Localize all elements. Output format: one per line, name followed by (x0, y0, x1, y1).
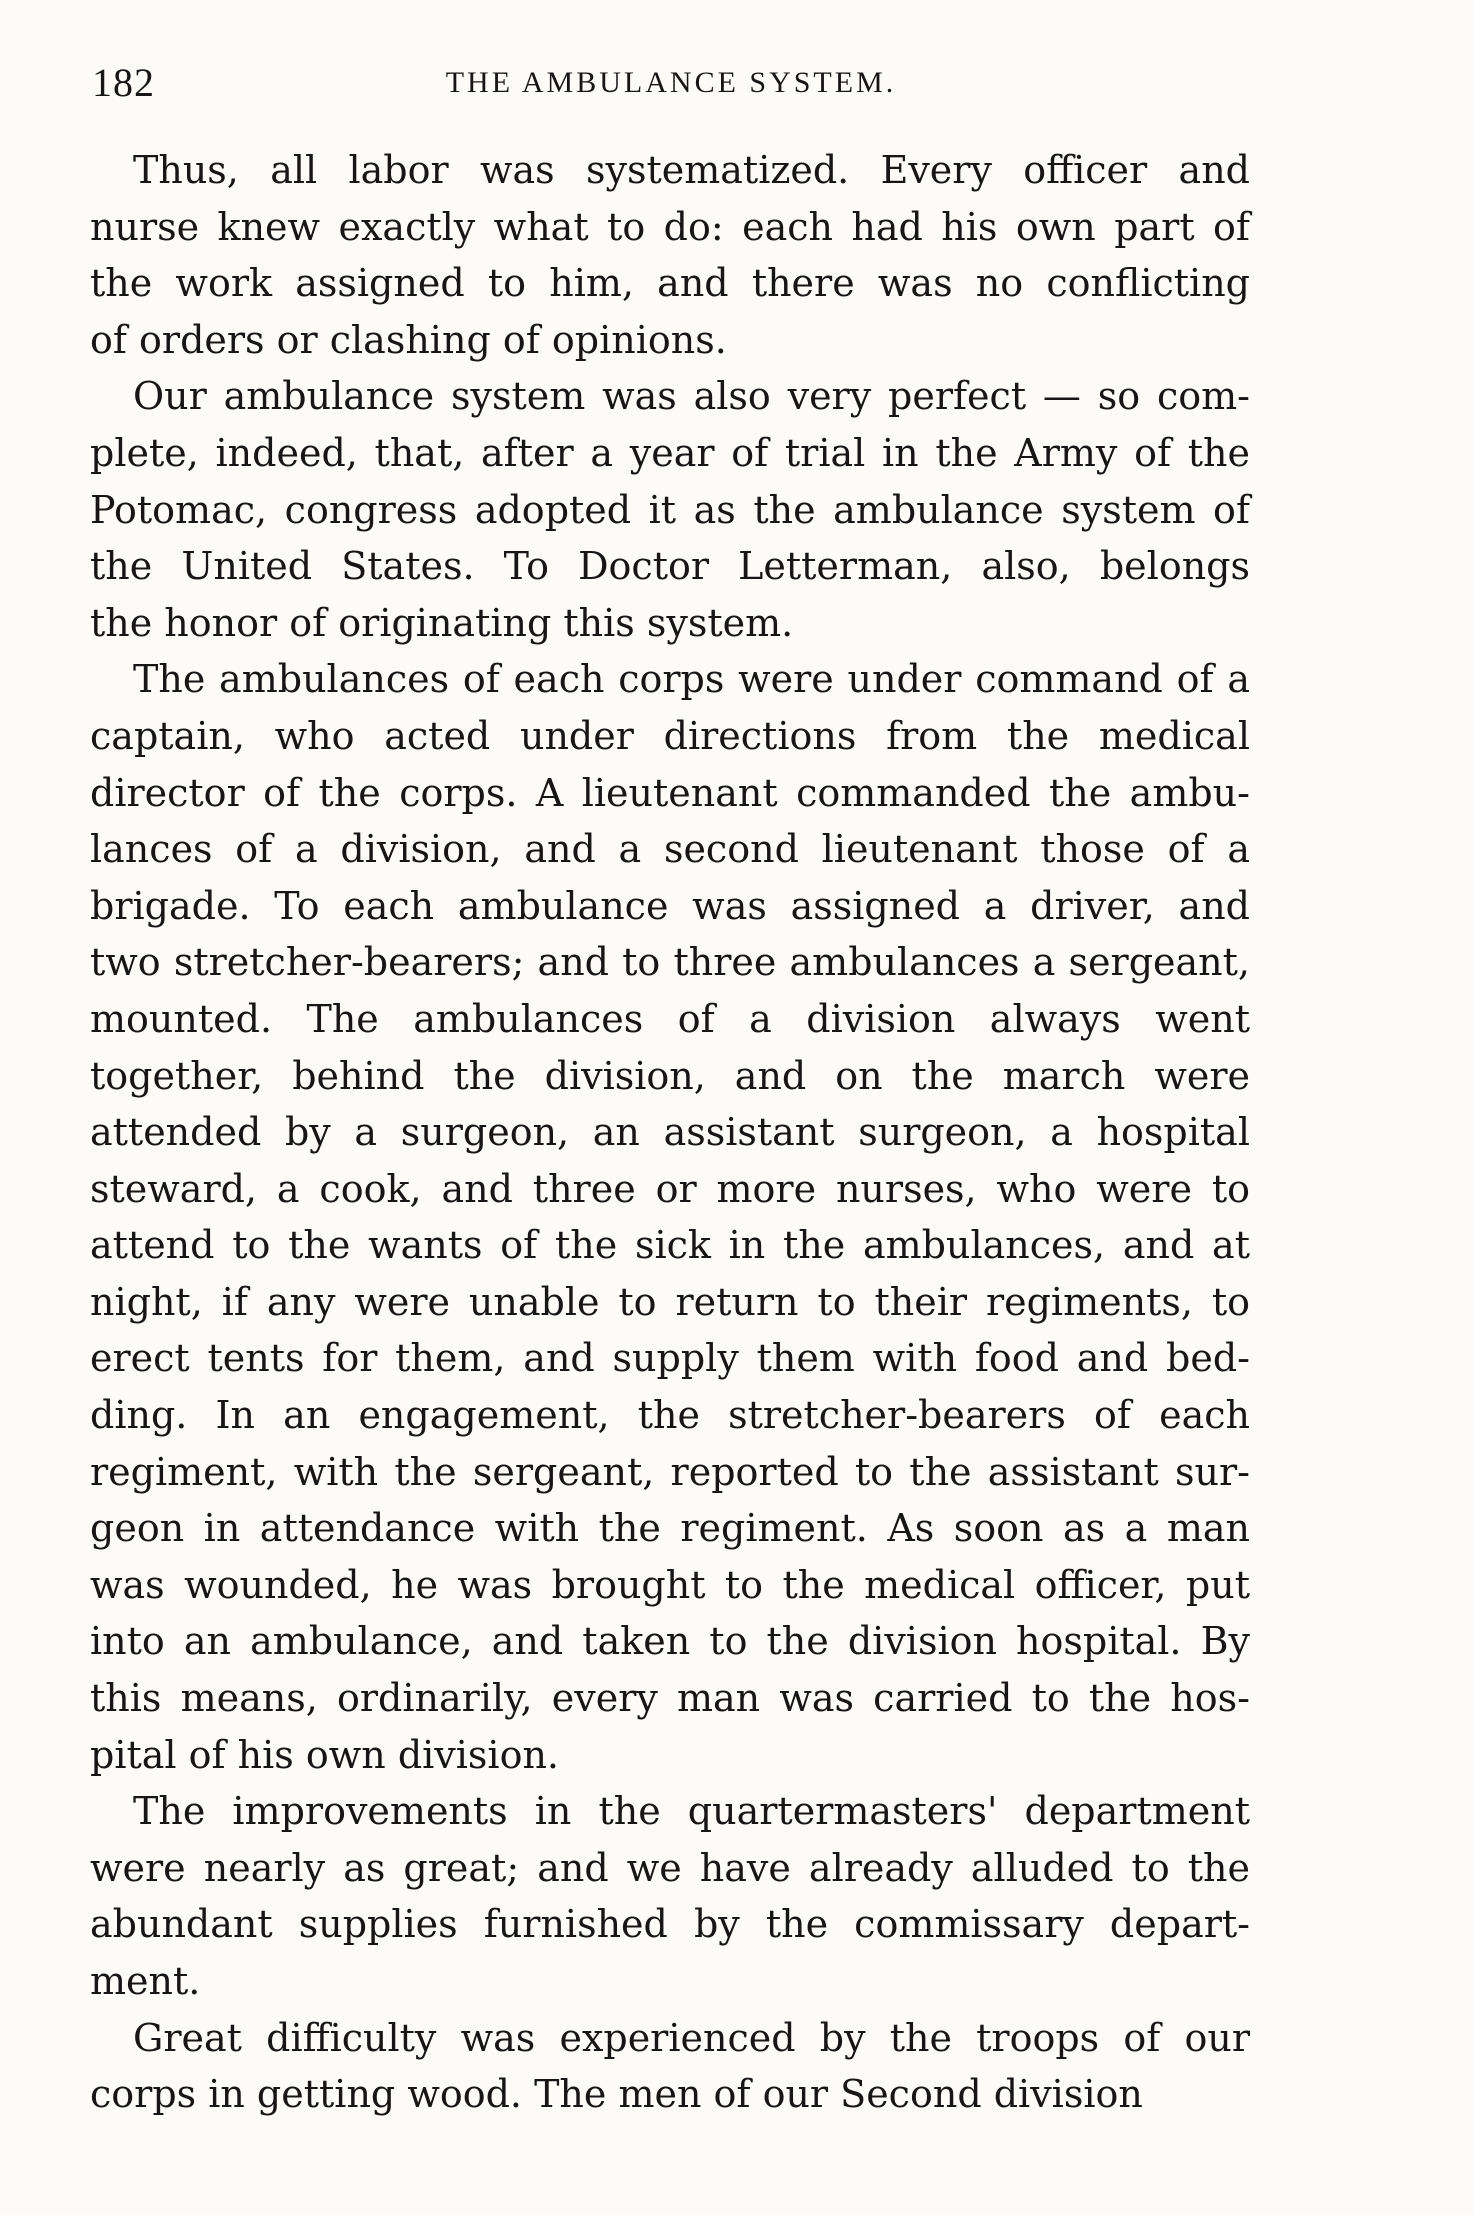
text-line: ding. In an engagement, the stretcher-bearers of each (90, 1393, 1250, 1438)
text-line: attend to the wants of the sick in the ambulances, and at (90, 1223, 1250, 1268)
text-line: captain, who acted under directions from the medical (90, 713, 1250, 758)
text-line: pital of his own division. (90, 1732, 560, 1777)
text-line: director of the corps. A lieutenant commanded the ambu- (90, 770, 1250, 815)
text-line: Our ambulance system was also very perfect — so com- (133, 374, 1250, 419)
paragraph (90, 2010, 1250, 2123)
text-line: was wounded, he was brought to the medical officer, put (90, 1562, 1250, 1607)
text-line: Potomac, congress adopted it as the ambulance system of (90, 487, 1250, 532)
paragraph (90, 368, 1250, 651)
paragraph (90, 1783, 1250, 2009)
text-line: Great difficulty was experienced by the troops of our (133, 2015, 1250, 2060)
text-line: together, behind the division, and on the march were (90, 1053, 1250, 1098)
running-title: THE AMBULANCE SYSTEM. (445, 66, 897, 99)
text-line: erect tents for them, and supply them with food and bed- (90, 1336, 1250, 1381)
text-line: the honor of originating this system. (90, 600, 794, 645)
text-line: of orders or clashing of opinions. (90, 317, 727, 362)
text-line: plete, indeed, that, after a year of trial in the Army of the (90, 430, 1250, 475)
text-line: the United States. To Doctor Letterman, also, belongs (90, 544, 1250, 589)
text-line: mounted. The ambulances of a division always went (90, 996, 1250, 1041)
paragraph (90, 651, 1250, 1783)
text-line: brigade. To each ambulance was assigned a driver, and (90, 883, 1250, 928)
text-line: nurse knew exactly what to do: each had his own part of (90, 204, 1250, 249)
text-line: two stretcher-bearers; and to three ambulances a sergeant, (90, 940, 1250, 985)
text-line: geon in attendance with the regiment. As soon as a man (90, 1506, 1250, 1551)
text-line: the work assigned to him, and there was no conflicting (90, 261, 1250, 306)
page-number: 182 (92, 60, 155, 105)
paragraph (90, 142, 1250, 368)
text-line: regiment, with the sergeant, reported to the assistant sur- (90, 1449, 1250, 1494)
text-line: night, if any were unable to return to their regiments, to (90, 1279, 1250, 1324)
text-line: The improvements in the quartermasters' department (133, 1789, 1250, 1834)
text-line: lances of a division, and a second lieutenant those of a (90, 827, 1250, 872)
text-line: into an ambulance, and taken to the division hospital. By (90, 1619, 1250, 1664)
text-line: corps in getting wood. The men of our Second division (90, 2072, 1143, 2117)
text-line: this means, ordinarily, every man was carried to the hos- (90, 1676, 1250, 1721)
text-line: Thus, all labor was systematized. Every officer and (133, 148, 1250, 192)
body-text (90, 142, 1250, 2123)
text-line: abundant supplies furnished by the commissary depart- (90, 1902, 1250, 1947)
text-line: ment. (90, 1959, 201, 2003)
text-line: The ambulances of each corps were under command of a (133, 657, 1250, 702)
running-head (92, 48, 1250, 118)
text-line: steward, a cook, and three or more nurses, who were to (90, 1166, 1250, 1211)
text-line: attended by a surgeon, an assistant surgeon, a hospital (90, 1110, 1250, 1155)
text-line: were nearly as great; and we have already alluded to the (90, 1845, 1250, 1890)
